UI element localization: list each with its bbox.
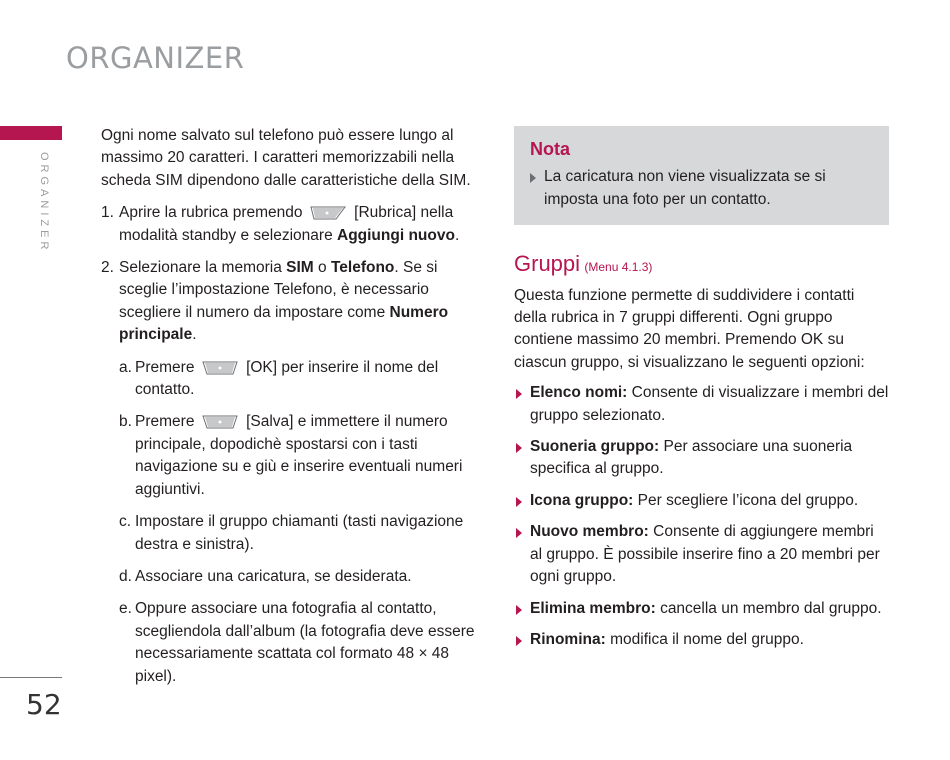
left-column (101, 125, 476, 698)
substep-text (135, 357, 476, 402)
step-text-part: [Rubrica] nella modalità standby e selezionare (119, 204, 454, 244)
substep-e (119, 598, 476, 688)
substep-text-part: Premere (135, 413, 195, 431)
triangle-bullet-icon (516, 528, 522, 538)
substep-text: Associare una caricatura, se desiderata. (135, 567, 412, 585)
triangle-bullet-icon (516, 389, 522, 399)
side-accent-bar (0, 126, 62, 140)
substep-text-part: [OK] per inserire il nome del contatto. (135, 358, 439, 399)
step-text-part: . (192, 326, 197, 344)
option-suoneria-gruppo (514, 436, 889, 481)
option-icona-gruppo (514, 490, 889, 512)
groups-title: Gruppi (514, 251, 581, 277)
substep-letter: e. (119, 600, 132, 618)
substep-text-part: [Salva] e immettere il numero principale, dopodichè spostarsi con i tasti navigazione su e giù e inserire eventuali numeri aggiuntivi. (135, 413, 463, 498)
substep-letter: a. (119, 358, 132, 376)
step-bold-term: Numero principale (119, 303, 449, 344)
option-label: Icona gruppo: (530, 491, 634, 509)
substep-c (119, 511, 476, 556)
groups-heading (514, 253, 889, 278)
right-column (514, 126, 889, 660)
substep-a (119, 357, 476, 402)
option-text (530, 629, 804, 651)
substep-text (135, 411, 476, 501)
option-text (530, 521, 889, 588)
substep-letter: d. (119, 567, 132, 585)
triangle-bullet-icon (516, 443, 522, 453)
note-item (530, 166, 873, 211)
substep-letter: c. (119, 513, 132, 531)
side-section-label: ORGANIZER (38, 152, 50, 254)
triangle-bullet-icon (516, 497, 522, 507)
option-label: Nuovo membro: (530, 523, 649, 541)
option-text (530, 598, 882, 620)
step-bold-term: Telefono (330, 259, 395, 277)
option-desc: Consente di visualizzare i membri del gruppo selezionato. (530, 384, 889, 424)
substep-text: Impostare il gruppo chiamanti (tasti navigazione destra e sinistra). (135, 513, 464, 553)
option-desc: modifica il nome del gruppo. (610, 630, 804, 648)
option-rinomina (514, 629, 889, 651)
page-header-title: ORGANIZER (66, 41, 245, 75)
note-box (514, 126, 889, 225)
substep-d (119, 566, 476, 588)
step-bold-term: SIM (286, 259, 314, 277)
step-text-part: o (318, 259, 327, 277)
option-label: Suoneria gruppo: (530, 438, 660, 456)
option-text (530, 436, 889, 481)
step-number: 2. (101, 259, 114, 277)
step-1 (101, 202, 476, 247)
page-number-rule (0, 677, 62, 678)
step-text-part: Aprire la rubrica premendo (119, 204, 303, 222)
note-title: Nota (530, 139, 570, 159)
option-desc: Per scegliere l’icona del gruppo. (637, 491, 859, 509)
step-text-part: Selezionare la memoria (119, 259, 282, 277)
option-desc: Consente di aggiungere membri al gruppo. È possibile inserire fino a 20 membri per ogni gruppo. (530, 523, 880, 586)
option-text (530, 382, 889, 427)
page-number: 52 (26, 688, 62, 721)
option-desc: cancella un membro dal gruppo. (660, 599, 882, 617)
option-label: Elenco nomi: (530, 384, 628, 402)
right-soft-key-icon (202, 360, 238, 375)
step-bold-term: Aggiungi nuovo (337, 226, 455, 244)
step-text (119, 257, 476, 347)
note-text: La caricatura non viene visualizzata se si imposta una foto per un contatto. (544, 168, 826, 208)
option-elimina-membro (514, 598, 889, 620)
substep-letter: b. (119, 413, 132, 431)
substep-text-part: Premere (135, 358, 195, 376)
triangle-bullet-icon (516, 605, 522, 615)
option-text (530, 490, 858, 512)
groups-intro: Questa funzione permette di suddividere i contatti della rubrica in 7 gruppi differenti. Ogni gruppo contiene massimo 20 membri. Premendo OK su ciascun gruppo, si visualizzano le seguenti opzioni: (514, 286, 865, 371)
substep-text: Oppure associare una fotografia al contatto, scegliendola dall’album (la fotografia deve essere necessariamente scattata col formato 48 × 48 pixel). (135, 600, 475, 685)
option-nuovo-membro (514, 521, 889, 588)
step-2 (101, 257, 476, 347)
option-elenco-nomi (514, 382, 889, 427)
triangle-bullet-icon (516, 636, 522, 646)
step-text-part: . (454, 226, 460, 244)
triangle-bullet-icon (530, 173, 536, 183)
option-label: Rinomina: (530, 630, 606, 648)
step-text-part: . Se si sceglie l’impostazione Telefono, è necessario scegliere il numero da impostare come (119, 259, 438, 321)
intro-paragraph: Ogni nome salvato sul telefono può essere lungo al massimo 20 caratteri. I caratteri memorizzabili nella scheda SIM dipendono dalle caratteristiche della SIM. (101, 127, 471, 189)
step-number: 1. (101, 204, 114, 222)
option-desc: Per associare una suoneria specifica al gruppo. (530, 438, 853, 478)
groups-menu-ref: (Menu 4.1.3) (584, 260, 653, 275)
option-label: Elimina membro: (530, 599, 656, 617)
left-soft-key-icon (310, 205, 346, 220)
step-text (119, 202, 476, 247)
right-soft-key-icon (202, 414, 238, 429)
substep-b (119, 411, 476, 501)
